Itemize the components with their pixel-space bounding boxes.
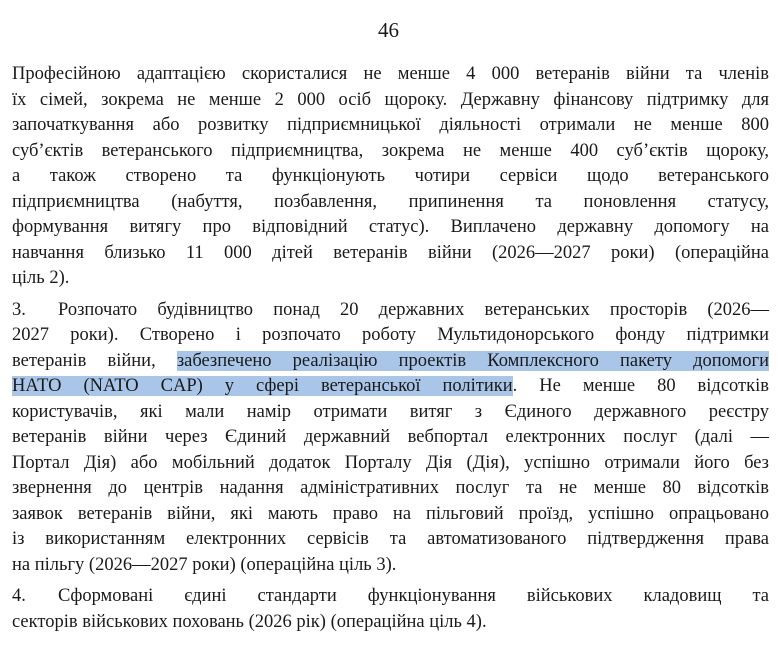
paragraph-4 — [12, 584, 769, 635]
paragraph-3 — [12, 298, 769, 579]
text-line: Професійною адаптацією скористалися не менше 4 000 ветеранів війни та членів — [12, 64, 769, 84]
text-line: Портал Дія) або мобільний додаток Порталу Дія (Дія), успішно отримали його без — [12, 452, 769, 473]
paragraph-text: Сформовані єдині стандарти функціонування військових кладовищ та — [58, 586, 769, 606]
text-line: започаткування або розвитку підприємницької діяльності отримали не менше 800 — [12, 115, 769, 135]
text-line: 2027 роки). Створено і розпочато роботу Мультидонорського фонду підтримки — [12, 325, 769, 345]
paragraph-number: 4. — [12, 586, 26, 606]
text-line — [12, 349, 769, 375]
text-line: їх сімей, зокрема не менше 2 000 осіб щороку. Державну фінансову підтримку для — [12, 89, 769, 110]
text-line: ветеранів війни через Єдиний державний вебпортал електронних послуг (далі — — [12, 427, 769, 447]
text-line: секторів військових поховань (2026 рік) (операційна ціль 4). — [12, 611, 487, 632]
paragraph-number: 3. — [12, 299, 26, 320]
text-line: а також створено та функціонують чотири сервіси щодо ветеранського — [12, 166, 769, 186]
text-line — [12, 584, 769, 610]
text-line — [12, 298, 769, 324]
text-line: заявок ветеранів війни, які мають право на пільговий проїзд, успішно опрацьовано — [12, 503, 769, 524]
highlighted-text[interactable]: НАТО (NATO CAP) у сфері ветеранської політики — [12, 376, 513, 396]
text-line: навчання близько 11 000 дітей ветеранів війни (2026—2027 роки) (операційна — [12, 242, 769, 263]
highlighted-text[interactable]: забезпечено реалізацію проектів Комплексного пакету допомоги — [176, 350, 769, 371]
paragraph-text: . Не менше 80 відсотків — [512, 376, 769, 396]
text-line: суб’єктів ветеранського підприємництва, зокрема не менше 400 суб’єктів щороку, — [12, 140, 769, 161]
text-line: на пільгу (2026—2027 роки) (операційна ціль 3). — [12, 554, 397, 575]
paragraph-text: Розпочато будівництво понад 20 державних ветеранських просторів (2026— — [58, 299, 769, 320]
page-number: 46 — [378, 18, 399, 42]
text-line: із використанням електронних сервісів та автоматизованого підтвердження права — [12, 529, 769, 549]
text-line: звернення до центрів надання адміністративних послуг та не менше 80 відсотків — [12, 478, 769, 498]
paragraph-text: ветеранів війни, — [12, 350, 177, 371]
document-body — [12, 62, 769, 635]
text-line: користувачів, які мали намір отримати витяг з Єдиного державного реєстру — [12, 401, 769, 422]
text-line: підприємництва (набуття, позбавлення, припинення та поновлення статусу, — [12, 191, 769, 212]
text-line: формування витягу про відповідний статус). Виплачено державну допомогу на — [12, 217, 769, 237]
text-line: ціль 2). — [12, 268, 70, 288]
paragraph-2-continuation — [12, 62, 769, 292]
text-line — [12, 374, 769, 400]
